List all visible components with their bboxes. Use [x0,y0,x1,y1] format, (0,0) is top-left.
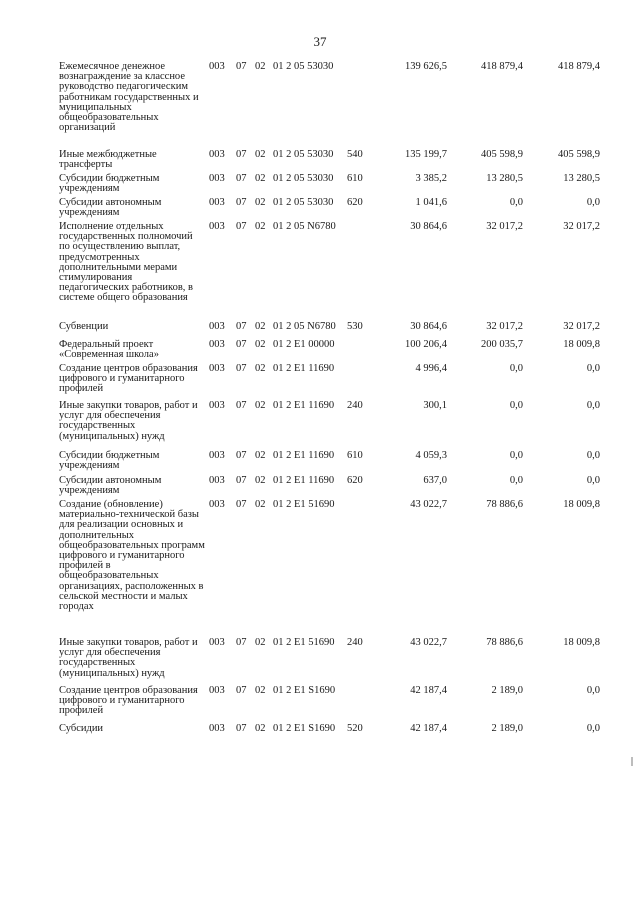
row-subsection: 02 [255,197,266,208]
row-target-code: 01 2 E1 11690 [273,363,335,374]
row-section: 07 [236,61,247,72]
row-target-code: 01 2 05 53030 [273,173,334,184]
row-target-code: 01 2 05 N6780 [273,221,336,232]
row-subsection: 02 [255,450,266,461]
row-expense-type: 540 [347,149,363,160]
row-amount-3: 32 017,2 [563,321,600,332]
row-subsection: 02 [255,499,266,510]
row-expense-type: 240 [347,637,363,648]
row-section: 07 [236,149,247,160]
row-section: 07 [236,363,247,374]
row-ved: 003 [209,149,225,160]
row-ved: 003 [209,221,225,232]
row-target-code: 01 2 05 53030 [273,149,334,160]
row-amount-3: 32 017,2 [563,221,600,232]
row-amount-3: 18 009,8 [563,339,600,350]
page-number: 37 [313,34,327,49]
row-amount-1: 135 199,7 [405,149,447,160]
row-target-code: 01 2 E1 S1690 [273,685,336,696]
row-amount-1: 4 996,4 [415,363,447,374]
row-subsection: 02 [255,400,266,411]
row-ved: 003 [209,499,225,510]
row-amount-3: 0,0 [586,197,600,208]
row-section: 07 [236,475,247,486]
row-amount-2: 0,0 [509,400,523,411]
row-target-code: 01 2 E1 11690 [273,450,335,461]
row-section: 07 [236,450,247,461]
row-section: 07 [236,221,247,232]
row-amount-2: 78 886,6 [486,499,523,510]
row-target-code: 01 2 E1 11690 [273,400,335,411]
row-amount-2: 200 035,7 [481,339,523,350]
row-name: Субсидии автономным учреждениям [59,197,162,219]
row-name: Федеральный проект «Современная школа» [59,339,159,361]
row-amount-3: 18 009,8 [563,499,600,510]
row-subsection: 02 [255,363,266,374]
row-amount-3: 13 280,5 [563,173,600,184]
row-name: Иные межбюджетные трансферты [59,149,157,171]
row-target-code: 01 2 05 N6780 [273,321,336,332]
row-name: Субвенции [59,321,109,332]
row-amount-2: 13 280,5 [486,173,523,184]
row-name: Иные закупки товаров, работ и услуг для обеспечения государственных (муниципальных) нужд [59,400,198,442]
row-amount-2: 0,0 [509,475,523,486]
row-amount-1: 1 041,6 [415,197,447,208]
row-amount-3: 0,0 [586,723,600,734]
row-amount-1: 43 022,7 [410,637,447,648]
row-subsection: 02 [255,221,266,232]
row-amount-3: 418 879,4 [558,61,600,72]
row-target-code: 01 2 E1 00000 [273,339,335,350]
row-subsection: 02 [255,321,266,332]
row-ved: 003 [209,363,225,374]
row-amount-1: 139 626,5 [405,61,447,72]
row-name: Субсидии бюджетным учреждениям [59,173,160,195]
row-section: 07 [236,637,247,648]
row-amount-3: 18 009,8 [563,637,600,648]
row-name: Создание (обновление) материально-технической базы для реализации основных и дополнительных общеобразовательных программ цифрового и гуманитарного профилей в общеобразовательных организациях, расположенных в сельской местности и малых городах [59,499,205,613]
row-amount-1: 42 187,4 [410,685,447,696]
row-name: Субсидии [59,723,104,734]
row-expense-type: 620 [347,475,363,486]
row-name: Субсидии автономным учреждениям [59,475,162,497]
row-section: 07 [236,723,247,734]
row-subsection: 02 [255,637,266,648]
row-amount-1: 30 864,6 [410,221,447,232]
row-section: 07 [236,321,247,332]
row-ved: 003 [209,685,225,696]
row-subsection: 02 [255,475,266,486]
row-amount-1: 42 187,4 [410,723,447,734]
row-ved: 003 [209,173,225,184]
row-amount-1: 3 385,2 [415,173,447,184]
row-amount-3: 0,0 [586,450,600,461]
row-section: 07 [236,400,247,411]
row-amount-2: 0,0 [509,197,523,208]
row-amount-3: 0,0 [586,475,600,486]
row-ved: 003 [209,723,225,734]
row-amount-2: 418 879,4 [481,61,523,72]
row-subsection: 02 [255,339,266,350]
row-target-code: 01 2 E1 51690 [273,637,335,648]
row-expense-type: 610 [347,450,363,461]
row-amount-3: 0,0 [586,400,600,411]
row-amount-1: 43 022,7 [410,499,447,510]
row-ved: 003 [209,197,225,208]
row-name: Ежемесячное денежное вознаграждение за классное руководство педагогическим работникам государственных и муниципальных общеобразовательных организаций [59,61,199,134]
row-target-code: 01 2 E1 51690 [273,499,335,510]
row-name: Иные закупки товаров, работ и услуг для обеспечения государственных (муниципальных) нужд [59,637,198,679]
row-target-code: 01 2 05 53030 [273,61,334,72]
row-subsection: 02 [255,149,266,160]
row-amount-2: 405 598,9 [481,149,523,160]
row-subsection: 02 [255,61,266,72]
row-section: 07 [236,197,247,208]
row-amount-2: 32 017,2 [486,321,523,332]
row-section: 07 [236,685,247,696]
row-expense-type: 610 [347,173,363,184]
scan-edge-mark [631,757,633,766]
row-amount-1: 637,0 [423,475,447,486]
row-amount-2: 0,0 [509,450,523,461]
row-ved: 003 [209,321,225,332]
row-section: 07 [236,499,247,510]
row-amount-2: 78 886,6 [486,637,523,648]
row-subsection: 02 [255,685,266,696]
row-amount-2: 32 017,2 [486,221,523,232]
row-subsection: 02 [255,723,266,734]
row-expense-type: 620 [347,197,363,208]
row-ved: 003 [209,475,225,486]
row-name: Исполнение отдельных государственных полномочий по осуществлению выплат, предусмотренных дополнительными мерами стимулирования педагогических работников, в системе общего образования [59,221,193,304]
row-expense-type: 240 [347,400,363,411]
row-amount-3: 0,0 [586,363,600,374]
row-ved: 003 [209,339,225,350]
row-amount-1: 4 059,3 [415,450,447,461]
row-name: Создание центров образования цифрового и гуманитарного профилей [59,363,198,395]
row-ved: 003 [209,400,225,411]
row-ved: 003 [209,61,225,72]
row-ved: 003 [209,450,225,461]
row-amount-2: 2 189,0 [491,685,523,696]
row-amount-1: 300,1 [423,400,447,411]
row-expense-type: 520 [347,723,363,734]
row-target-code: 01 2 E1 11690 [273,475,335,486]
row-subsection: 02 [255,173,266,184]
row-name: Создание центров образования цифрового и гуманитарного профилей [59,685,198,717]
row-expense-type: 530 [347,321,363,332]
row-amount-1: 30 864,6 [410,321,447,332]
row-amount-1: 100 206,4 [405,339,447,350]
row-section: 07 [236,339,247,350]
row-target-code: 01 2 05 53030 [273,197,334,208]
row-name: Субсидии бюджетным учреждениям [59,450,160,472]
row-amount-2: 0,0 [509,363,523,374]
row-amount-2: 2 189,0 [491,723,523,734]
row-amount-3: 0,0 [586,685,600,696]
row-section: 07 [236,173,247,184]
row-amount-3: 405 598,9 [558,149,600,160]
row-ved: 003 [209,637,225,648]
row-target-code: 01 2 E1 S1690 [273,723,336,734]
